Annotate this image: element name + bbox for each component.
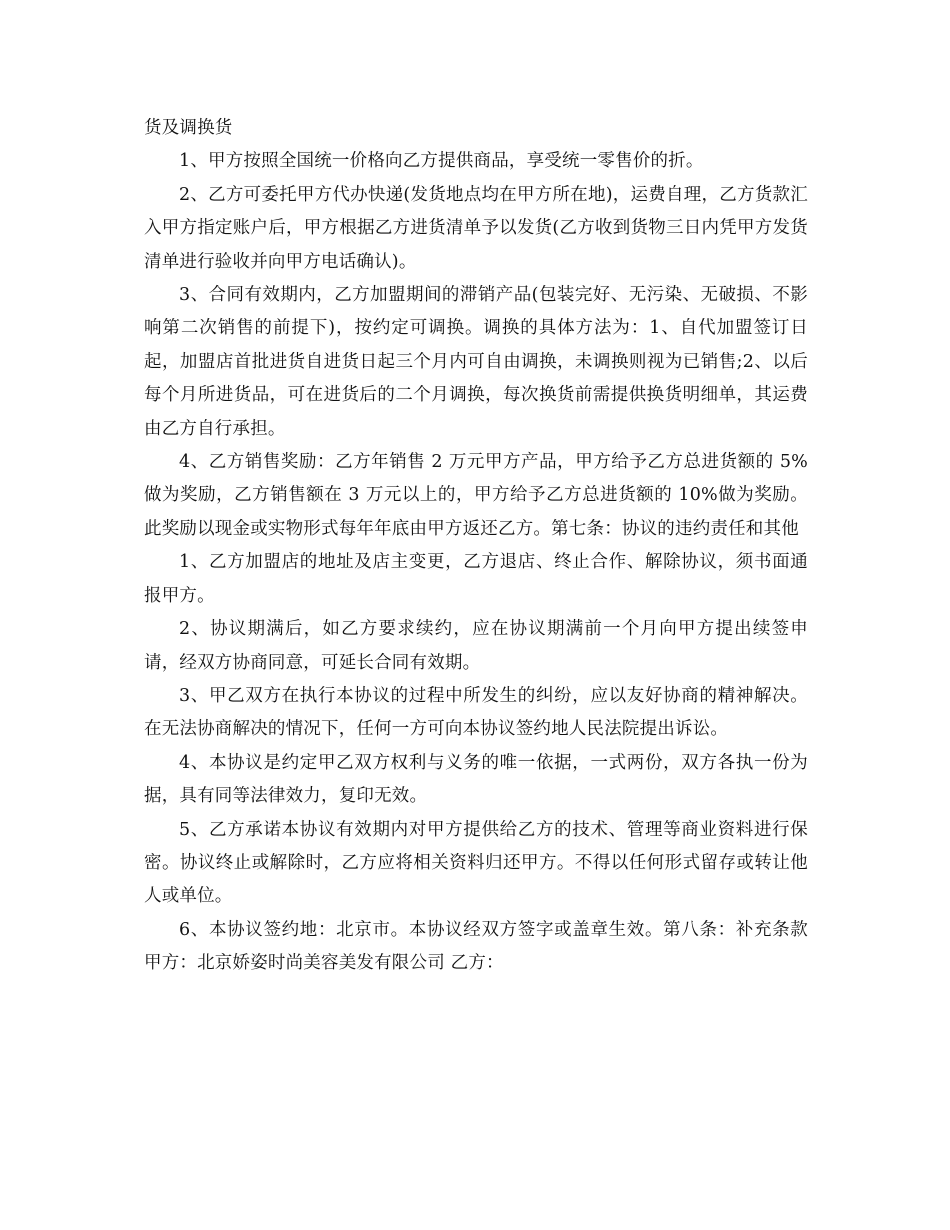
paragraph-7: 3、甲乙双方在执行本协议的过程中所发生的纠纷，应以友好协商的精神解决。在无法协商解决的情况下，任何一方可向本协议签约地人民法院提出诉讼。 <box>144 685 808 740</box>
paragraph-9: 5、乙方承诺本协议有效期内对甲方提供给乙方的技术、管理等商业资料进行保密。协议终止或解除时，乙方应将相关资料归还甲方。不得以任何形式留存或转让他人或单位。 <box>144 819 808 907</box>
paragraph-8: 4、本协议是约定甲乙双方权利与义务的唯一依据，一式两份，双方各执一份为据，具有同等法律效力，复印无效。 <box>144 752 808 807</box>
paragraph-2: 2、乙方可委托甲方代办快递(发货地点均在甲方所在地)，运费自理，乙方货款汇入甲方指定账户后，甲方根据乙方进货清单予以发货(乙方收到货物三日内凭甲方发货清单进行验收并向甲方电话确认)。 <box>144 184 808 272</box>
paragraph-10: 6、本协议签约地：北京市。本协议经双方签字或盖章生效。第八条：补充条款甲方：北京娇姿时尚美容美发有限公司 乙方： <box>144 919 808 974</box>
paragraph-6: 2、协议期满后，如乙方要求续约，应在协议期满前一个月向甲方提出续签申请，经双方协商同意，可延长合同有效期。 <box>144 619 808 673</box>
paragraph-1: 1、甲方按照全国统一价格向乙方提供商品，享受统一零售价的折。 <box>179 151 704 172</box>
paragraph-0: 货及调换货 <box>144 118 233 138</box>
paragraph-3: 3、合同有效期内，乙方加盟期间的滞销产品(包装完好、无污染、无破损、不影响第二次销售的前提下)，按约定可调换。调换的具体方法为：1、自代加盟签订日起，加盟店首批进货自进货日起三个月内可自由调换，未调换则视为已销售;2、以后每个月所进货品，可在进货后的二个月调换，每次换货前需提供换货明细单，其运费由乙方自行承担。 <box>144 285 808 439</box>
paragraph-4: 4、乙方销售奖励：乙方年销售 2 万元甲方产品，甲方给予乙方总进货额的 5%做为奖励，乙方销售额在 3 万元以上的，甲方给予乙方总进货额的 10%做为奖励。此奖励以现金或实物形式每年年底由甲方返还乙方。第七条：协议的违约责任和其他 <box>144 452 808 539</box>
paragraph-5: 1、乙方加盟店的地址及店主变更，乙方退店、终止合作、解除协议，须书面通报甲方。 <box>144 552 808 606</box>
document-body <box>144 112 808 981</box>
